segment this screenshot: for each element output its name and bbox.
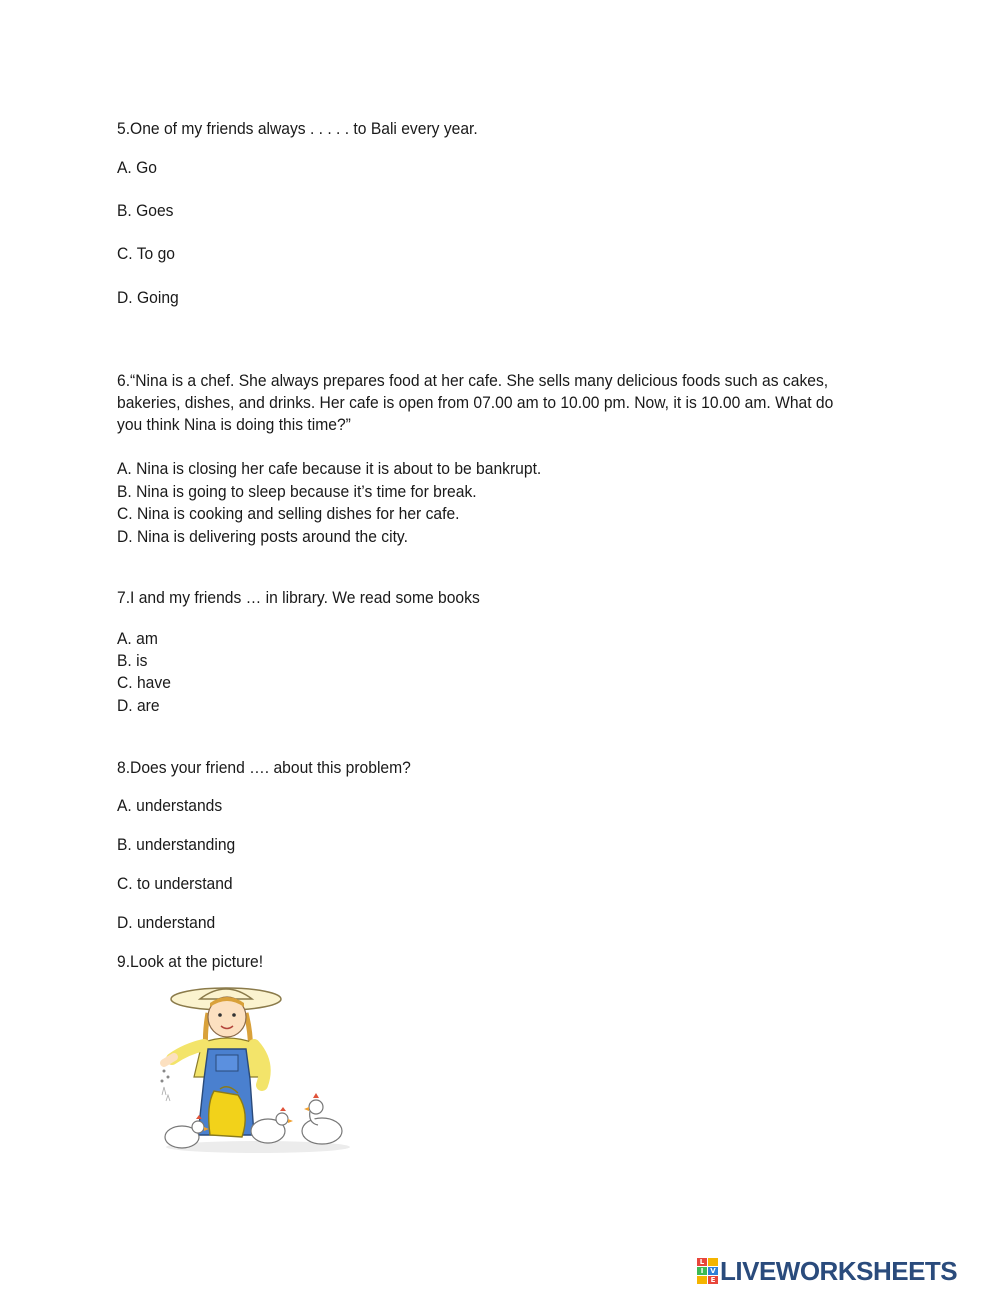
- q6-option-d[interactable]: D. Nina is delivering posts around the city.: [117, 527, 408, 546]
- q5-option-b[interactable]: B. Goes: [117, 201, 174, 220]
- q8-option-b[interactable]: B. understanding: [117, 835, 236, 854]
- q6-option-c[interactable]: C. Nina is cooking and selling dishes for her cafe.: [117, 504, 460, 523]
- q7-option-c[interactable]: C. have: [117, 673, 171, 692]
- question-6-line: you think Nina is doing this time?”: [117, 415, 351, 434]
- question-5: 5.One of my friends always . . . . . to Bali every year.: [117, 119, 478, 138]
- brand-block: I: [697, 1267, 707, 1275]
- farmer-girl-feeding-chickens-illustration: [158, 985, 353, 1155]
- q7-option-a[interactable]: A. am: [117, 629, 158, 648]
- q5-option-c[interactable]: C. To go: [117, 244, 175, 263]
- q8-option-d[interactable]: D. understand: [117, 913, 216, 932]
- question-6: [117, 370, 853, 436]
- q5-option-d[interactable]: D. Going: [117, 288, 179, 307]
- brand-block: V: [708, 1267, 718, 1275]
- question-7: 7.I and my friends … in library. We read some books: [117, 588, 480, 607]
- question-8: 8.Does your friend …. about this problem?: [117, 758, 411, 777]
- brand-name: LIVEWORKSHEETS: [720, 1255, 958, 1286]
- brand-blocks-icon: [697, 1258, 718, 1284]
- q8-option-a[interactable]: A. understands: [117, 796, 223, 815]
- q5-option-a[interactable]: A. Go: [117, 158, 157, 177]
- q7-option-b[interactable]: B. is: [117, 651, 148, 670]
- brand-block: L: [697, 1258, 707, 1266]
- liveworksheets-logo: [697, 1255, 958, 1286]
- question-6-line: 6.“Nina is a chef. She always prepares food at her cafe. She sells many delicious foods such as cakes,: [117, 371, 829, 390]
- question-6-line: bakeries, dishes, and drinks. Her cafe is open from 07.00 am to 10.00 pm. Now, it is 10.00 am. What do: [117, 393, 834, 412]
- brand-block: [697, 1276, 707, 1284]
- q7-option-d[interactable]: D. are: [117, 696, 160, 715]
- brand-block: [708, 1258, 718, 1266]
- q6-option-b[interactable]: B. Nina is going to sleep because it’s time for break.: [117, 482, 477, 501]
- q8-option-c[interactable]: C. to understand: [117, 874, 233, 893]
- question-9: 9.Look at the picture!: [117, 952, 264, 971]
- brand-block: E: [708, 1276, 718, 1284]
- q6-option-a[interactable]: A. Nina is closing her cafe because it is about to be bankrupt.: [117, 459, 542, 478]
